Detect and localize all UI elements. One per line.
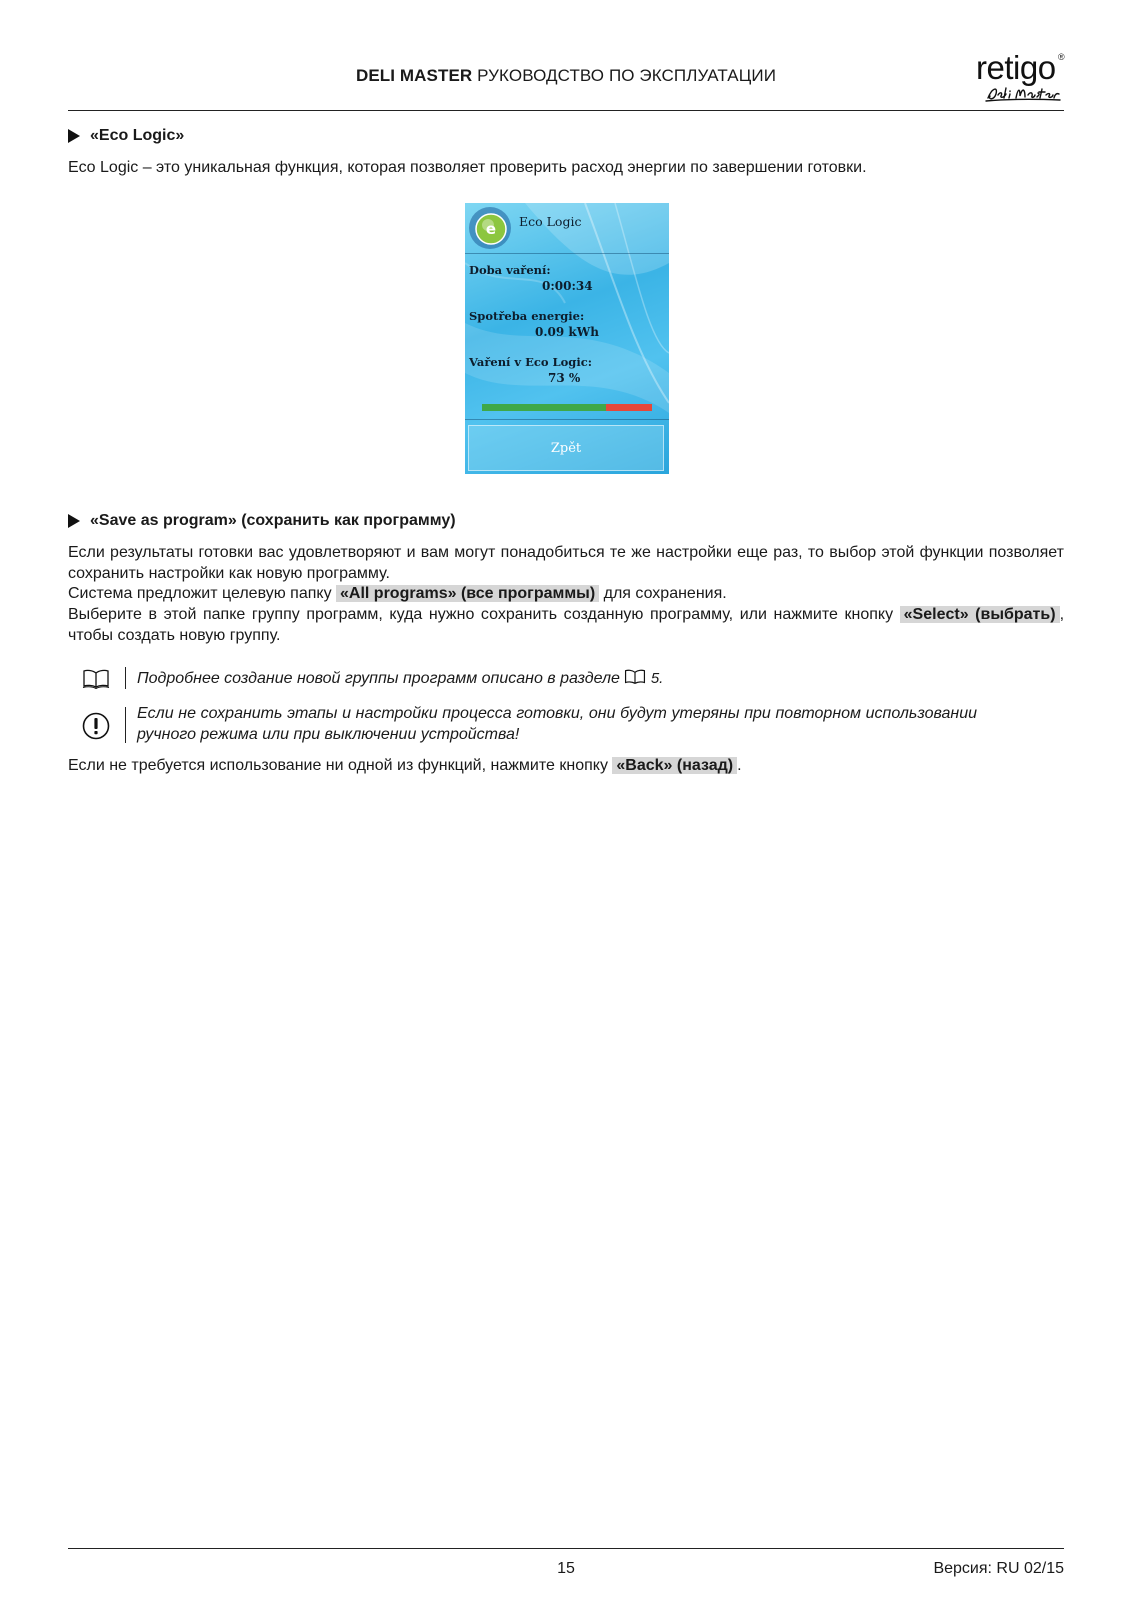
closing-paragraph: [68, 756, 1064, 777]
section-heading-save-as-program: [68, 512, 456, 530]
section-heading-text: «Eco Logic»: [90, 127, 185, 144]
paragraph-text: Выберите в этой папке группу программ, куда нужно сохранить созданную программу, или нажмите кнопку: [68, 606, 900, 623]
paragraph-text: Система предложит целевую папку: [68, 585, 337, 602]
paragraph-text: Если не требуется использование ни одной из функций, нажмите кнопку: [68, 757, 613, 774]
screen-title: Eco Logic: [519, 214, 582, 229]
book-icon: [82, 669, 110, 689]
paragraph-text: для сохранения.: [599, 585, 727, 602]
logo-wordmark: retigo: [976, 49, 1056, 86]
warning-icon: [82, 712, 110, 740]
screen-footer-divider: [465, 419, 669, 420]
all-programs-button-ref: «All programs» (все программы): [336, 585, 599, 602]
note-section-reference: 5.: [650, 670, 664, 687]
header-divider: [68, 110, 1064, 111]
svg-text:e: e: [485, 220, 497, 238]
note-more-info: [137, 668, 977, 689]
book-reference-icon: [624, 669, 646, 685]
eco-logic-progress-fill: [482, 404, 606, 411]
cooking-time-label: Doba vaření:: [469, 263, 551, 277]
eco-logic-leaf-icon: [467, 205, 513, 251]
eco-logic-progress-bar: [482, 404, 652, 411]
header-title-bold: DELI MASTER: [355, 66, 473, 85]
cooking-time-value: 0:00:34: [542, 279, 593, 293]
save-program-paragraph-3: [68, 605, 1064, 646]
back-button-ref: «Back» (назад): [612, 757, 737, 774]
eco-logic-description: Eco Logic – это уникальная функция, которая позволяет проверить расход энергии по завершении готовки.: [68, 159, 867, 176]
save-program-paragraph-1: Если результаты готовки вас удовлетворяют и вам могут понадобиться те же настройки еще раз, то выбор этой функции позволяет сохранить настройки как новую программу.: [68, 544, 1064, 582]
note-divider: [125, 667, 126, 689]
retigo-logo: [976, 50, 1072, 102]
footer-divider: [68, 1548, 1064, 1549]
section-heading-text: «Save as program» (сохранить как программу): [90, 512, 456, 529]
note-text: Подробнее создание новой группы программ описано в разделе: [137, 670, 625, 687]
logo-registered-mark: ®: [1058, 52, 1065, 62]
paragraph-text: .: [737, 757, 742, 774]
paragraph-text: , чтобы создать новую группу.: [68, 606, 1065, 644]
note-warning-text: Если не сохранить этапы и настройки процесса готовки, они будут утеряны при повторном использовании ручного режима или при выключении устройства!: [137, 705, 977, 743]
energy-consumption-value: 0.09 kWh: [535, 325, 599, 339]
bullet-triangle-icon: [68, 514, 80, 528]
deli-master-signature-icon: [984, 80, 1064, 104]
document-version: Версия: RU 02/15: [933, 1560, 1064, 1577]
section-heading-eco-logic: [68, 127, 184, 145]
note-divider: [125, 707, 126, 743]
save-program-paragraph-2: [68, 584, 1064, 605]
screen-title-divider: [465, 253, 669, 254]
eco-logic-device-screen: [465, 203, 669, 474]
header-title: [68, 66, 1064, 86]
energy-consumption-label: Spotřeba energie:: [469, 309, 585, 323]
header-title-rest: РУКОВОДСТВО ПО ЭКСПЛУАТАЦИИ: [472, 66, 777, 85]
page-number: 15: [557, 1560, 575, 1577]
eco-logic-cooking-value: 73 %: [548, 371, 581, 385]
back-button[interactable]: Zpět: [468, 425, 664, 471]
eco-logic-cooking-label: Vaření v Eco Logic:: [469, 355, 592, 369]
bullet-triangle-icon: [68, 129, 80, 143]
select-button-ref: «Select» (выбрать): [900, 606, 1060, 623]
